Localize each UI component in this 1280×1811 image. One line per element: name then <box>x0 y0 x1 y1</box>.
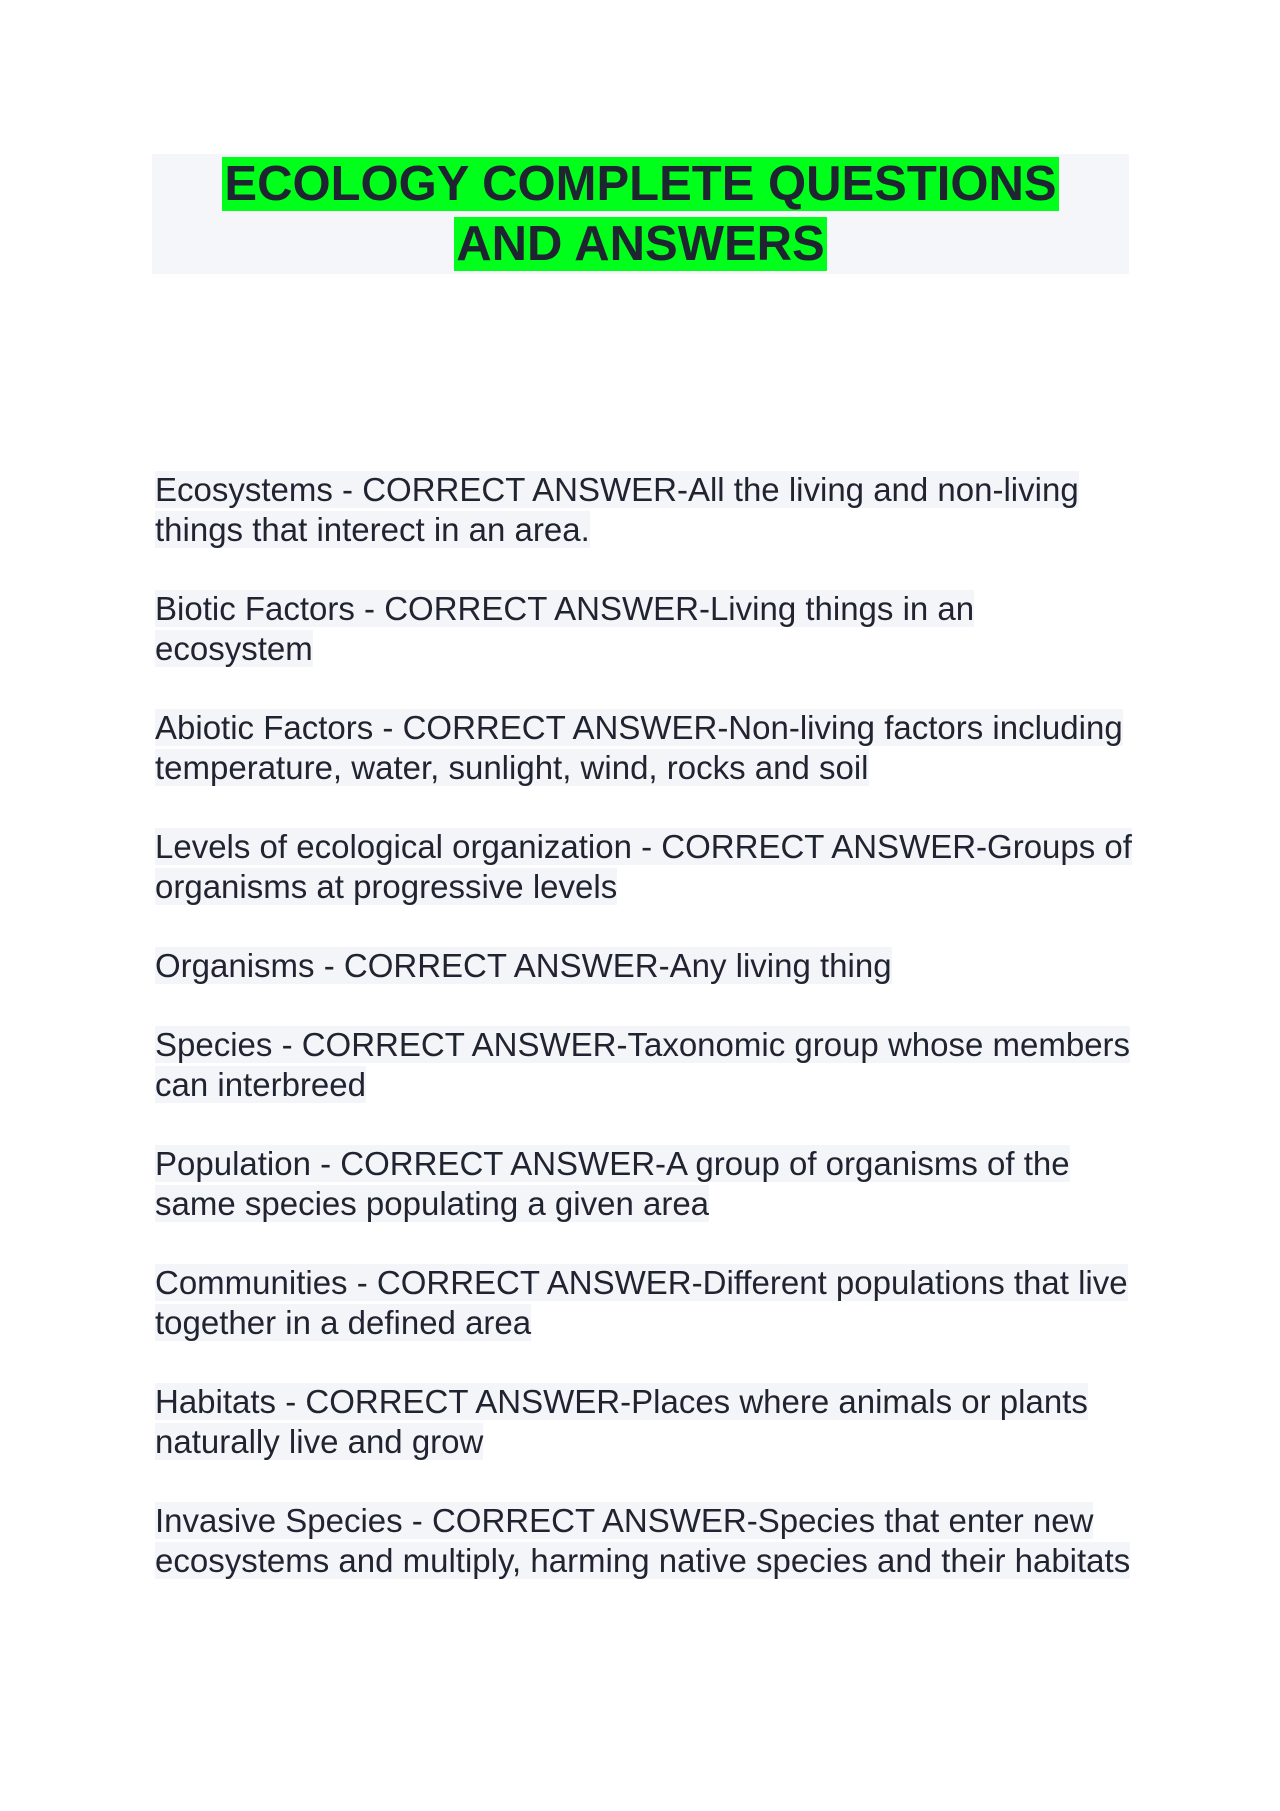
qa-item <box>155 589 1135 669</box>
qa-item <box>155 470 1135 550</box>
qa-text: Species - CORRECT ANSWER-Taxonomic group whose members can interbreed <box>155 1026 1131 1103</box>
qa-text: Habitats - CORRECT ANSWER-Places where animals or plants naturally live and grow <box>155 1383 1088 1460</box>
qa-list <box>155 470 1135 1620</box>
qa-text: Communities - CORRECT ANSWER-Different populations that live together in a defined area <box>155 1264 1128 1341</box>
qa-item <box>155 1144 1135 1224</box>
qa-text: Ecosystems - CORRECT ANSWER-All the living and non-living things that interect in an area. <box>155 471 1079 548</box>
qa-item <box>155 827 1135 907</box>
qa-item <box>155 708 1135 788</box>
document-title: ECOLOGY COMPLETE QUESTIONS AND ANSWERS <box>224 157 1057 271</box>
qa-item <box>155 1382 1135 1462</box>
title-block <box>152 154 1129 274</box>
qa-text: Organisms - CORRECT ANSWER-Any living thing <box>155 947 892 984</box>
title-wrapper <box>191 154 1091 274</box>
qa-item <box>155 1263 1135 1343</box>
qa-text: Levels of ecological organization - CORRECT ANSWER-Groups of organisms at progressive levels <box>155 828 1132 905</box>
qa-text: Biotic Factors - CORRECT ANSWER-Living things in an ecosystem <box>155 590 975 667</box>
qa-text: Abiotic Factors - CORRECT ANSWER-Non-living factors including temperature, water, sunlight, wind, rocks and soil <box>155 709 1123 786</box>
qa-text: Population - CORRECT ANSWER-A group of organisms of the same species populating a given area <box>155 1145 1070 1222</box>
qa-item <box>155 1501 1135 1581</box>
qa-text: Invasive Species - CORRECT ANSWER-Species that enter new ecosystems and multiply, harming native species and their habitats <box>155 1502 1131 1579</box>
qa-item <box>155 1025 1135 1105</box>
qa-item <box>155 946 1135 986</box>
